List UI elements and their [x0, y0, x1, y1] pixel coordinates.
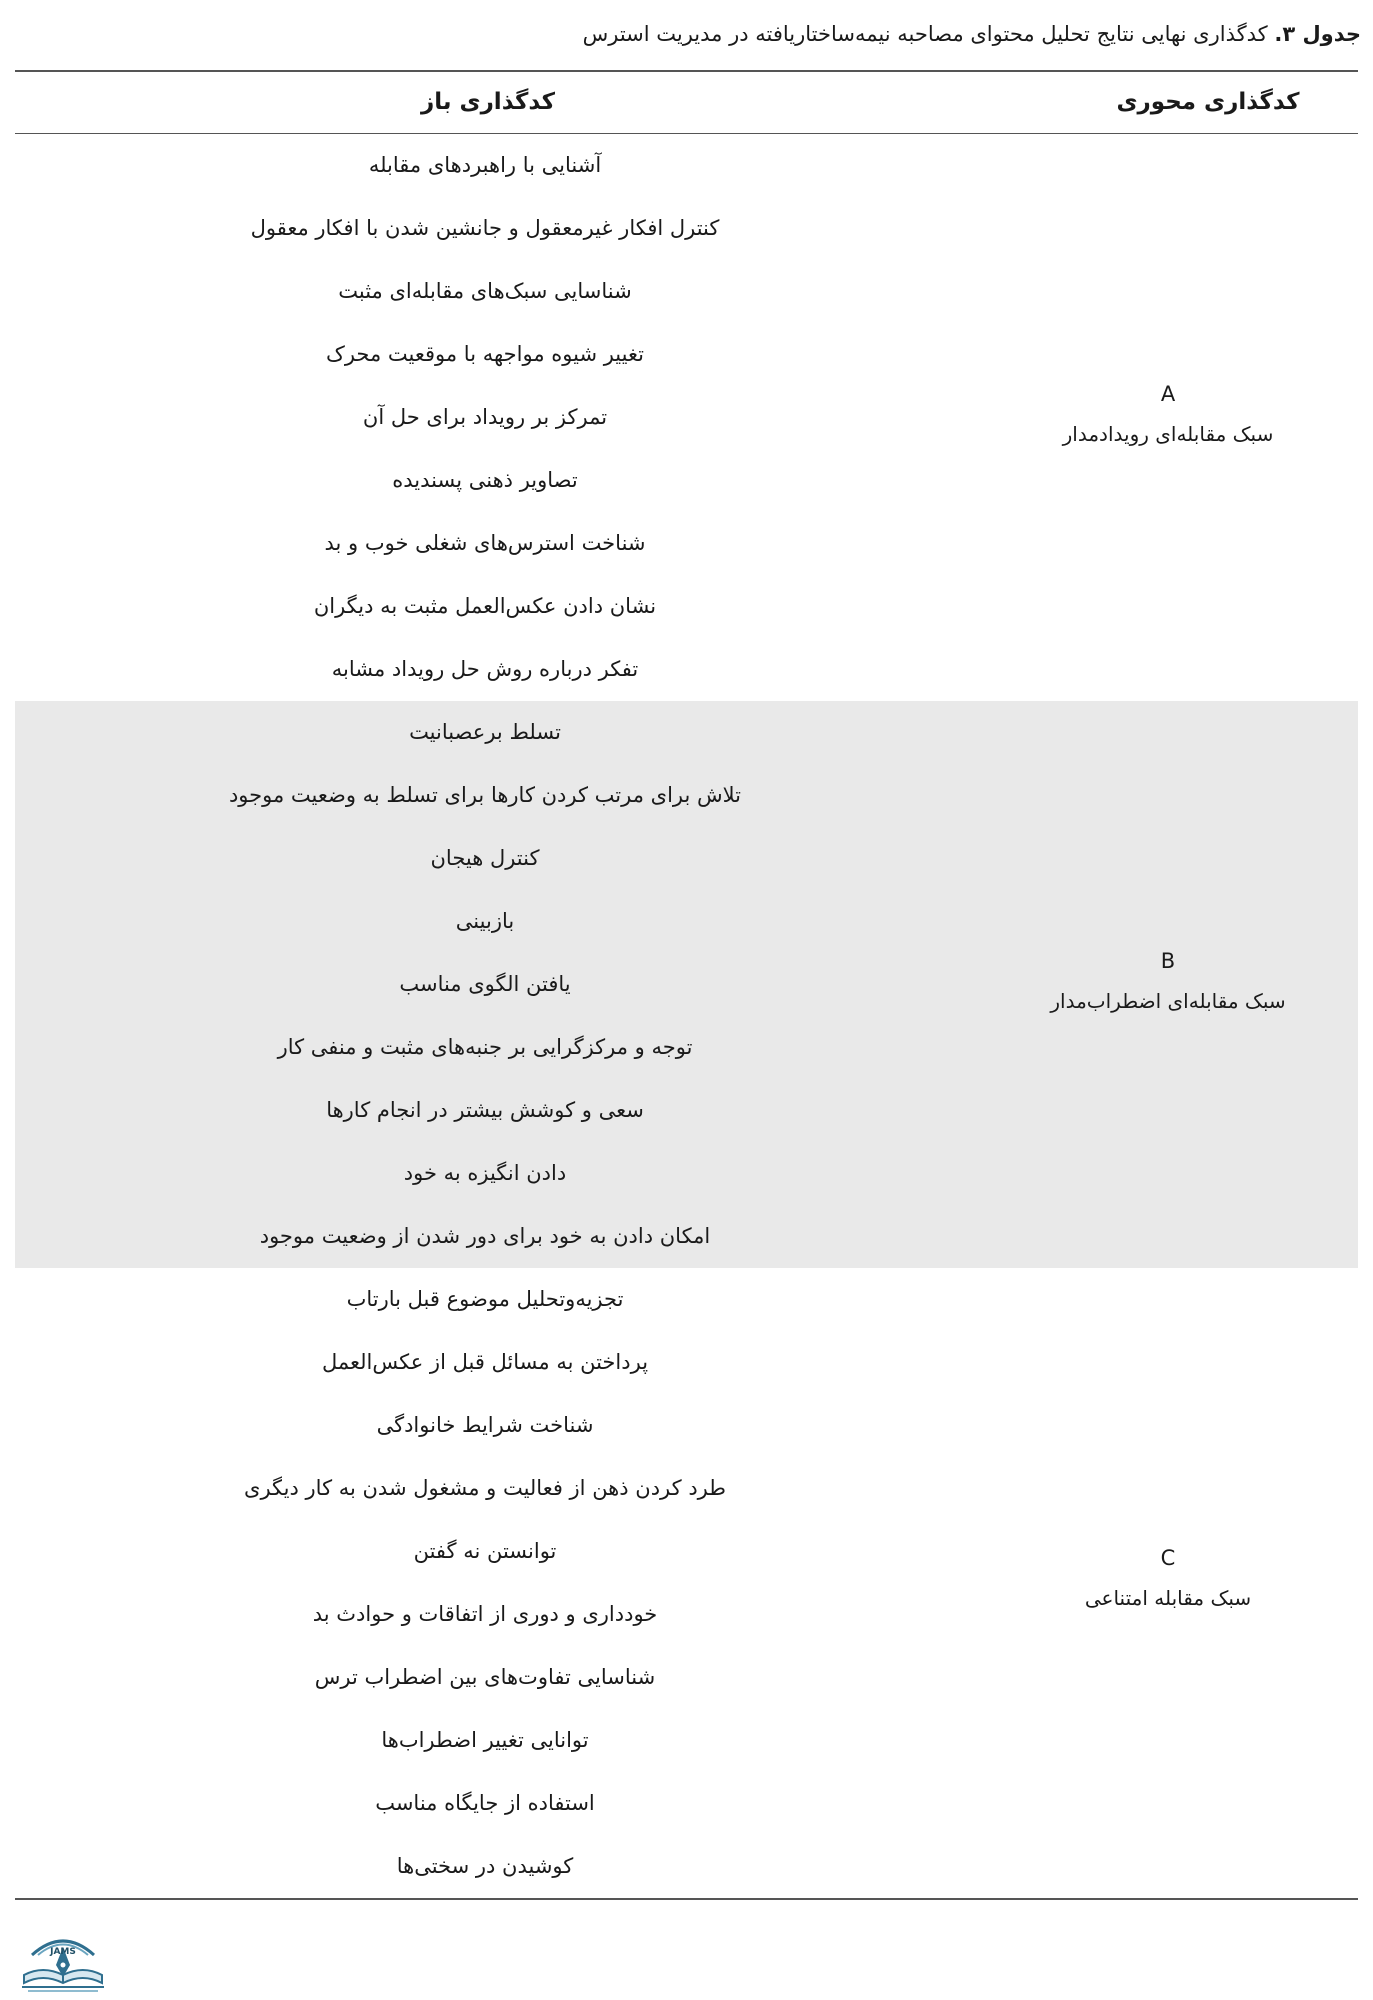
list-item: نشان دادن عکس‌العمل مثبت به دیگران: [313, 594, 657, 618]
header-axial-coding: کدگذاری محوری: [1116, 89, 1300, 115]
axial-code: B: [1160, 949, 1176, 973]
list-item: سعی و کوشش بیشتر در انجام کارها: [326, 1098, 644, 1122]
axial-code: C: [1160, 1546, 1176, 1570]
list-item: تمرکز بر رویداد برای حل آن: [362, 405, 608, 429]
list-item: خودداری و دوری از اتفاقات و حوادث بد: [312, 1602, 658, 1626]
axial-cell-a: [1048, 374, 1288, 454]
open-codes-list: [15, 134, 955, 701]
table-bottom-rule: [15, 1898, 1358, 1900]
list-item: کنترل هیجان: [430, 846, 540, 870]
table-caption: [12, 14, 1361, 54]
list-item: شناخت استرس‌های شغلی خوب و بد: [324, 531, 646, 555]
open-codes-list: [15, 1268, 955, 1898]
list-item: توجه و مرکزگرایی بر جنبه‌های مثبت و منفی کار: [277, 1035, 693, 1059]
list-item: بازبینی: [455, 909, 515, 933]
list-item: تجزیه‌وتحلیل موضوع قبل بارتاب: [346, 1287, 624, 1311]
list-item: تسلط برعصبانیت: [409, 720, 561, 744]
open-codes-list: [15, 701, 955, 1268]
caption-label: جدول ۳.: [1274, 22, 1361, 46]
axial-label: سبک مقابله‌ای اضطراب‌مدار: [1050, 989, 1286, 1013]
coding-table: [15, 70, 1358, 1900]
table-group-b: [15, 701, 1358, 1268]
list-item: یافتن الگوی مناسب: [399, 972, 571, 996]
axial-code: A: [1160, 382, 1176, 406]
list-item: تغییر شیوه مواجهه با موقعیت محرک: [326, 342, 644, 366]
axial-cell-b: [1048, 941, 1288, 1021]
list-item: دادن انگیزه به خود: [403, 1161, 567, 1185]
list-item: شناسایی تفاوت‌های بین اضطراب ترس: [314, 1665, 656, 1689]
list-item: شناسایی سبک‌های مقابله‌ای مثبت: [338, 279, 632, 303]
list-item: تصاویر ذهنی پسندیده: [392, 468, 578, 492]
table-group-a: [15, 134, 1358, 701]
list-item: توانستن نه گفتن: [413, 1539, 557, 1563]
list-item: طرد کردن ذهن از فعالیت و مشغول شدن به کار دیگری: [244, 1476, 726, 1500]
journal-book-pen-logo-icon: [18, 1925, 108, 1993]
caption-text: کدگذاری نهایی نتایج تحلیل محتوای مصاحبه نیمه‌ساختاریافته در مدیریت استرس: [582, 22, 1268, 46]
table-group-c: [15, 1268, 1358, 1898]
table-header-row: [15, 72, 1358, 134]
list-item: آشنایی با راهبردهای مقابله: [368, 153, 602, 177]
list-item: امکان دادن به خود برای دور شدن از وضعیت موجود: [259, 1224, 711, 1248]
list-item: پرداختن به مسائل قبل از عکس‌العمل: [321, 1350, 649, 1374]
list-item: استفاده از جایگاه مناسب: [375, 1791, 595, 1815]
axial-label: سبک مقابله امتناعی: [1084, 1586, 1252, 1610]
logo-text: JAMS: [50, 1947, 76, 1957]
list-item: تلاش برای مرتب کردن کارها برای تسلط به وضعیت موجود: [228, 783, 742, 807]
list-item: کنترل افکار غیرمعقول و جانشین شدن با افکار معقول: [250, 216, 720, 240]
journal-logo: [18, 1925, 108, 1993]
list-item: توانایی تغییر اضطراب‌ها: [381, 1728, 589, 1752]
list-item: تفکر درباره روش حل رویداد مشابه: [331, 657, 639, 681]
header-open-coding: کدگذاری باز: [420, 89, 556, 115]
list-item: کوشیدن در سختی‌ها: [396, 1854, 574, 1878]
axial-label: سبک مقابله‌ای رویدادمدار: [1062, 422, 1274, 446]
list-item: شناخت شرایط خانوادگی: [376, 1413, 594, 1437]
axial-cell-c: [1048, 1538, 1288, 1618]
